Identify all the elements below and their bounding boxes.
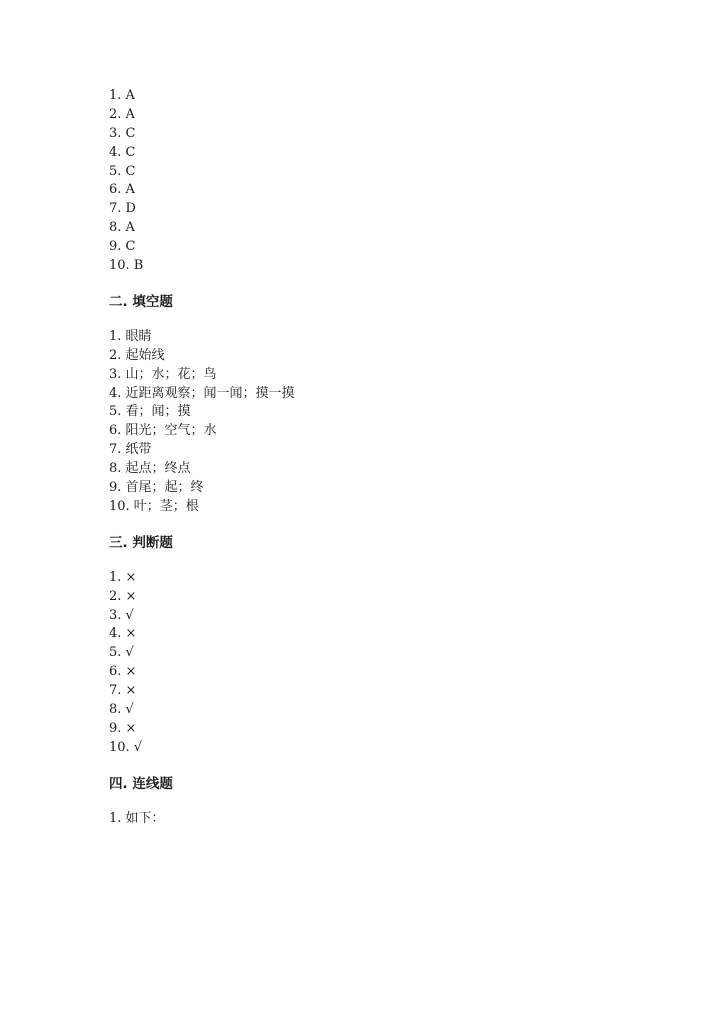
choice-answer: 3. C: [109, 125, 136, 141]
judge-answer: 8. √: [109, 702, 134, 718]
match-answers: [109, 810, 669, 829]
judge-answer: 9. ×: [109, 720, 137, 736]
fill-answer: 6. 阳光；空气；水: [109, 423, 217, 439]
choice-answer: 9. C: [109, 239, 136, 255]
match-answer: 1. 如下：: [109, 810, 165, 826]
fill-answer: 9. 首尾；起；终: [109, 480, 204, 496]
judge-answer: 6. ×: [109, 664, 137, 680]
fill-answer: 7. 纸带: [109, 442, 152, 458]
fill-answer: 4. 近距离观察；闻一闻；摸一摸: [109, 385, 295, 401]
fill-answer: 8. 起点；终点: [109, 461, 191, 477]
judge-answer: 7. ×: [109, 683, 137, 699]
fill-section-title: 二. 填空题: [109, 293, 173, 310]
judge-answer: 10. √: [109, 739, 143, 755]
choice-answer: 1. A: [109, 88, 135, 103]
judge-answer: 5. √: [109, 645, 134, 661]
judge-answer: 3. √: [109, 607, 134, 623]
answer-page: [109, 87, 669, 829]
choice-answer: 6. A: [109, 182, 135, 198]
fill-answer: 3. 山；水；花；鸟: [109, 366, 217, 382]
choice-answer: 10. B: [109, 258, 144, 274]
choice-answer: 7. D: [109, 201, 136, 217]
choice-answer: 8. A: [109, 220, 135, 236]
fill-answer: 10. 叶；茎；根: [109, 498, 199, 514]
judge-section-title: 三. 判断题: [109, 534, 173, 551]
fill-answer: 5. 看；闻；摸: [109, 404, 191, 420]
fill-answer: 1. 眼睛: [109, 328, 152, 344]
choice-answer: 4. C: [109, 144, 136, 160]
judge-answer: 1. ×: [109, 569, 137, 585]
choice-answer: 2. A: [109, 106, 135, 122]
judge-answer: 2. ×: [109, 588, 137, 604]
judge-answers: [109, 569, 669, 758]
fill-answers: [109, 328, 669, 517]
match-section-title: 四. 连线题: [109, 775, 173, 792]
fill-answer: 2. 起始线: [109, 347, 165, 363]
choice-answer: 5. C: [109, 163, 136, 179]
judge-answer: 4. ×: [109, 626, 137, 642]
choice-answers: [109, 87, 669, 276]
